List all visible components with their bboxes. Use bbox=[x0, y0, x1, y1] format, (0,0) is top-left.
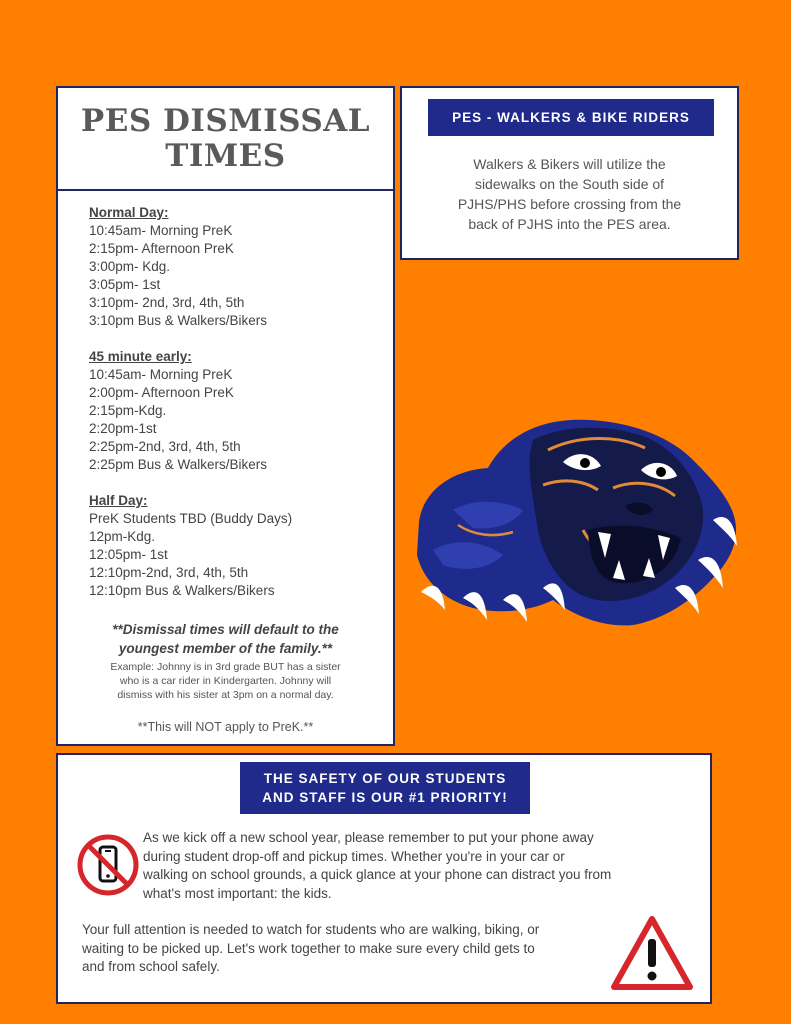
safety-badge-line: THE SAFETY OF OUR STUDENTS bbox=[263, 771, 507, 786]
paragraph-line: what's most important: the kids. bbox=[143, 885, 332, 901]
panther-mascot-icon bbox=[413, 410, 739, 632]
schedule-line: PreK Students TBD (Buddy Days) bbox=[89, 511, 293, 526]
schedule-line: 2:20pm-1st bbox=[89, 421, 157, 436]
safety-paragraph-1 bbox=[143, 829, 703, 903]
schedule-line: 2:25pm-2nd, 3rd, 4th, 5th bbox=[89, 439, 241, 454]
paragraph-line: and from school safely. bbox=[82, 959, 220, 974]
schedule-45-minute-early bbox=[89, 348, 389, 474]
safety-paragraph-2 bbox=[82, 921, 622, 977]
dismissal-note bbox=[74, 620, 377, 735]
note-example bbox=[74, 660, 377, 702]
safety-badge-line: AND STAFF IS OUR #1 PRIORITY! bbox=[262, 790, 508, 805]
dismissal-title-area bbox=[58, 88, 393, 191]
no-phone-icon bbox=[76, 833, 140, 897]
schedule-line: 3:05pm- 1st bbox=[89, 277, 161, 292]
schedule-line: 3:10pm- 2nd, 3rd, 4th, 5th bbox=[89, 295, 245, 310]
schedule-line: 2:15pm- Afternoon PreK bbox=[89, 241, 234, 256]
schedule-list bbox=[89, 204, 389, 618]
walkers-text-line: back of PJHS into the PES area. bbox=[468, 216, 671, 232]
paragraph-line: waiting to be picked up. Let's work together to make sure every child gets to bbox=[82, 940, 535, 956]
note-bold bbox=[74, 620, 377, 658]
schedule-line: 12pm-Kdg. bbox=[89, 529, 156, 544]
schedule-line: 12:10pm-2nd, 3rd, 4th, 5th bbox=[89, 565, 249, 580]
paragraph-line: walking on school grounds, a quick glance at your phone can distract you from bbox=[143, 867, 612, 882]
walkers-badge: PES - WALKERS & BIKE RIDERS bbox=[428, 99, 714, 136]
schedule-line: 2:25pm Bus & Walkers/Bikers bbox=[89, 457, 268, 472]
title-line-2: TIMES bbox=[165, 137, 286, 174]
section-heading: Normal Day: bbox=[89, 205, 169, 220]
paragraph-line: As we kick off a new school year, please remember to put your phone away bbox=[143, 830, 594, 845]
schedule-normal-day bbox=[89, 204, 389, 330]
note-example-line: who is a car rider in Kindergarten. Johnny will bbox=[119, 675, 332, 687]
note-example-line: Example: Johnny is in 3rd grade BUT has a sister bbox=[110, 661, 341, 673]
schedule-line: 2:00pm- Afternoon PreK bbox=[89, 385, 234, 400]
paragraph-line: Your full attention is needed to watch for students who are walking, biking, or bbox=[82, 922, 540, 937]
title-line-1: PES DISMISSAL bbox=[80, 102, 371, 139]
section-heading: Half Day: bbox=[89, 493, 148, 508]
safety-badge bbox=[240, 762, 530, 814]
schedule-line: 12:10pm Bus & Walkers/Bikers bbox=[89, 583, 275, 598]
note-bold-line: **Dismissal times will default to the bbox=[112, 622, 339, 637]
schedule-line: 12:05pm- 1st bbox=[89, 547, 168, 562]
walkers-text-line: PJHS/PHS before crossing from the bbox=[457, 196, 682, 212]
note-prek: **This will NOT apply to PreK.** bbox=[137, 720, 314, 734]
schedule-line: 10:45am- Morning PreK bbox=[89, 223, 233, 238]
section-heading: 45 minute early: bbox=[89, 349, 192, 364]
walkers-text-line: sidewalks on the South side of bbox=[474, 176, 665, 192]
walkers-text bbox=[422, 154, 717, 234]
safety-panel bbox=[56, 753, 712, 1004]
paragraph-line: during student drop-off and pickup times. Whether you're in your car or bbox=[143, 848, 565, 864]
note-bold-line: youngest member of the family.** bbox=[118, 641, 333, 656]
dismissal-times-panel bbox=[56, 86, 395, 746]
schedule-line: 10:45am- Morning PreK bbox=[89, 367, 233, 382]
warning-icon bbox=[610, 915, 694, 991]
schedule-half-day bbox=[89, 492, 389, 600]
schedule-line: 3:10pm Bus & Walkers/Bikers bbox=[89, 313, 268, 328]
page-title bbox=[81, 104, 370, 174]
schedule-line: 3:00pm- Kdg. bbox=[89, 259, 171, 274]
walkers-bikers-panel bbox=[400, 86, 739, 260]
walkers-text-line: Walkers & Bikers will utilize the bbox=[473, 156, 666, 172]
note-example-line: dismiss with his sister at 3pm on a normal day. bbox=[117, 689, 334, 701]
schedule-line: 2:15pm-Kdg. bbox=[89, 403, 167, 418]
